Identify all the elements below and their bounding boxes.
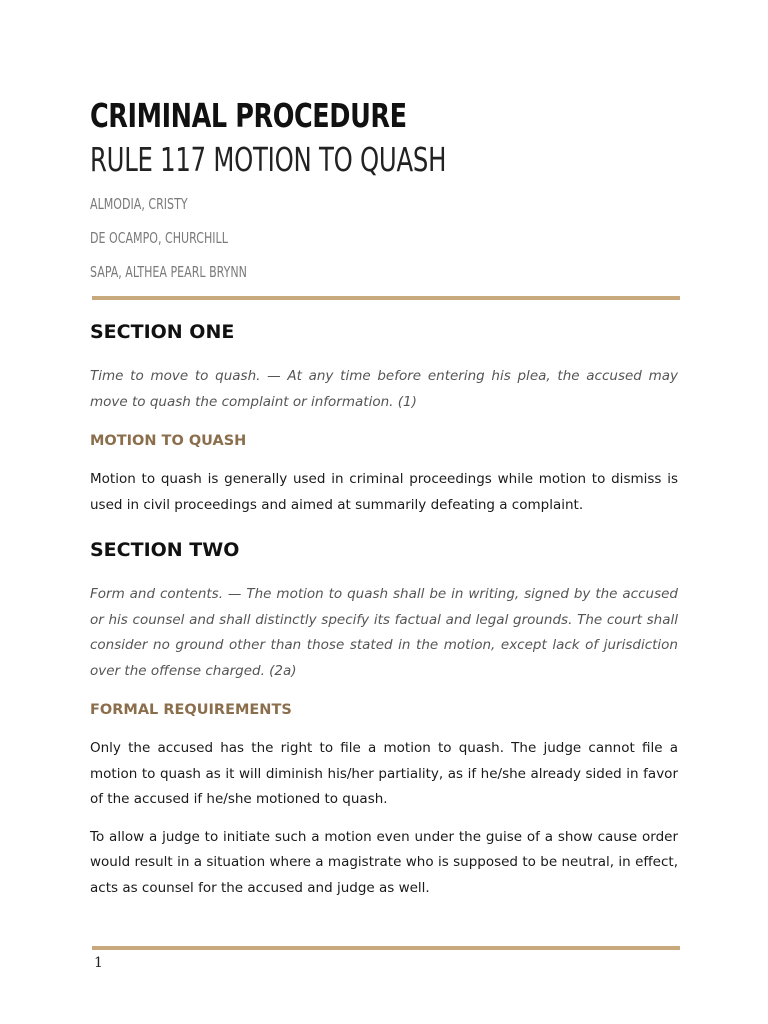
provision-quote: Form and contents. — The motion to quash shall be in writing, signed by the accused or his counsel and shall distinctly specify its factual and legal grounds. The court shall consider no ground other than those stated in the motion, except lack of jurisdiction over the offense charged. (2a)	[90, 586, 678, 679]
provision-quote: Time to move to quash. — At any time before entering his plea, the accused may move to quash the complaint or information. (1)	[90, 368, 678, 410]
author-name: ALMODIA, CRISTY	[90, 195, 188, 213]
topic-subheading: FORMAL REQUIREMENTS	[90, 702, 292, 718]
topic-subheading: MOTION TO QUASH	[90, 433, 247, 449]
document-title: CRIMINAL PROCEDURE	[90, 96, 407, 135]
body-paragraph: Motion to quash is generally used in criminal proceedings while motion to dismiss is used in civil proceedings and aimed at summarily defeating a complaint.	[90, 471, 678, 513]
section-one	[90, 320, 678, 518]
author-list	[90, 194, 678, 282]
page-number: 1	[94, 955, 103, 971]
author-name: SAPA, ALTHEA PEARL BRYNN	[90, 263, 247, 281]
body-paragraph: Only the accused has the right to file a motion to quash. The judge cannot file a motion to quash as it will diminish his/her partiality, as if he/she already sided in favor of the accused if he/she motioned to quash.	[90, 740, 678, 807]
footer-divider	[92, 946, 680, 950]
section-two	[90, 538, 678, 901]
header-divider	[92, 296, 680, 300]
document-subtitle: RULE 117 MOTION TO QUASH	[90, 140, 447, 179]
section-heading: SECTION TWO	[90, 539, 240, 561]
section-heading: SECTION ONE	[90, 321, 235, 343]
author-name: DE OCAMPO, CHURCHILL	[90, 229, 228, 247]
body-paragraph: To allow a judge to initiate such a motion even under the guise of a show cause order would result in a situation where a magistrate who is supposed to be neutral, in effect, acts as counsel for the accused and judge as well.	[90, 828, 678, 896]
document-page	[90, 96, 678, 901]
